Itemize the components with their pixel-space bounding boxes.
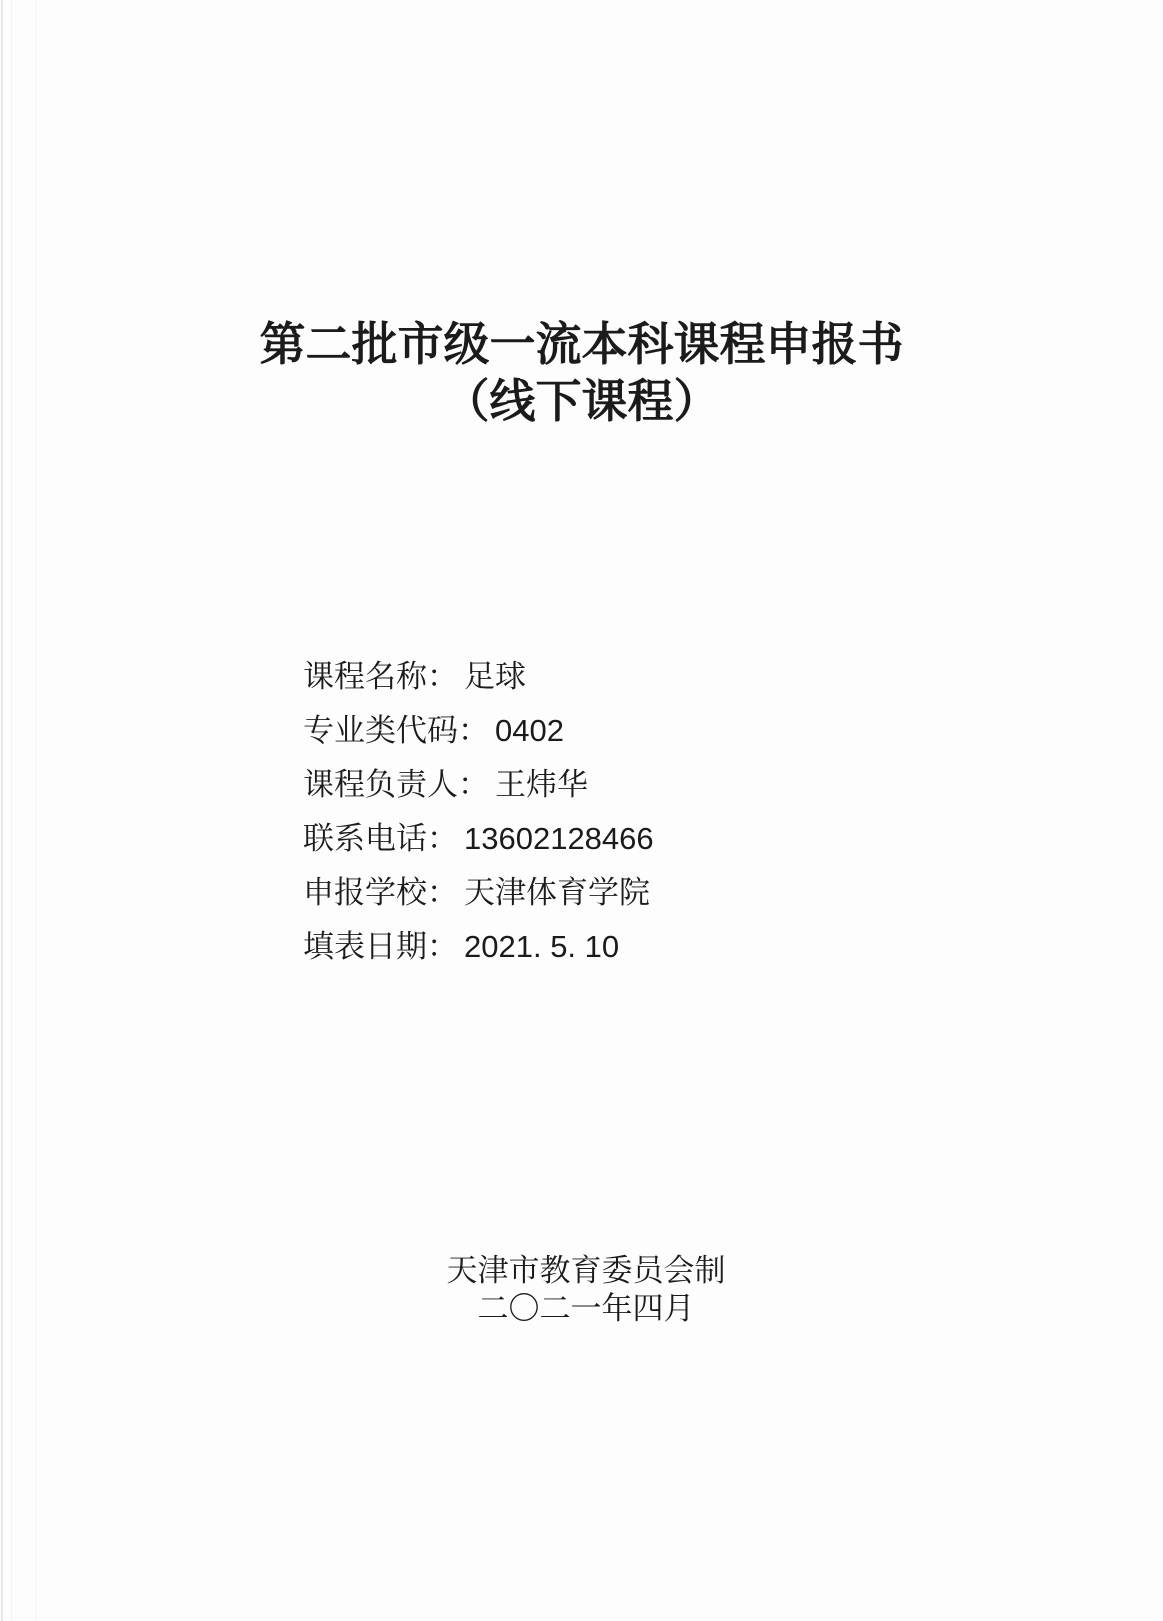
field-major-code-label: 专业类代码： — [303, 713, 489, 748]
field-form-date — [303, 920, 654, 974]
field-form-date-label: 填表日期： — [303, 929, 458, 964]
field-applying-school — [303, 866, 654, 920]
field-course-name-value: 足球 — [464, 659, 526, 694]
document-title — [0, 316, 1163, 430]
footer-date-line: 二〇二一年四月 — [477, 1291, 695, 1326]
field-applying-school-label: 申报学校： — [303, 875, 458, 910]
field-course-leader — [303, 758, 654, 812]
scan-edge-artifact — [11, 0, 12, 1621]
field-contact-phone — [303, 812, 654, 866]
field-major-code-value: 0402 — [495, 713, 564, 748]
field-contact-phone-label: 联系电话： — [303, 821, 458, 856]
scan-edge-artifact — [35, 0, 37, 1621]
document-title-line-1: 第二批市级一流本科课程申报书 — [259, 318, 904, 370]
cover-fields — [303, 650, 654, 974]
field-course-name-label: 课程名称： — [303, 659, 458, 694]
scan-edge-artifact — [1, 0, 3, 1621]
field-course-leader-label: 课程负责人： — [303, 767, 489, 802]
field-course-name — [303, 650, 654, 704]
field-contact-phone-value: 13602128466 — [464, 821, 654, 856]
field-form-date-value: 2021. 5. 10 — [464, 929, 620, 964]
field-course-leader-value: 王炜华 — [495, 767, 588, 802]
document-footer — [0, 1252, 1163, 1328]
field-major-code — [303, 704, 654, 758]
footer-issuer-line: 天津市教育委员会制 — [446, 1253, 726, 1288]
field-applying-school-value: 天津体育学院 — [464, 875, 650, 910]
document-title-line-2: （线下课程） — [443, 375, 720, 427]
